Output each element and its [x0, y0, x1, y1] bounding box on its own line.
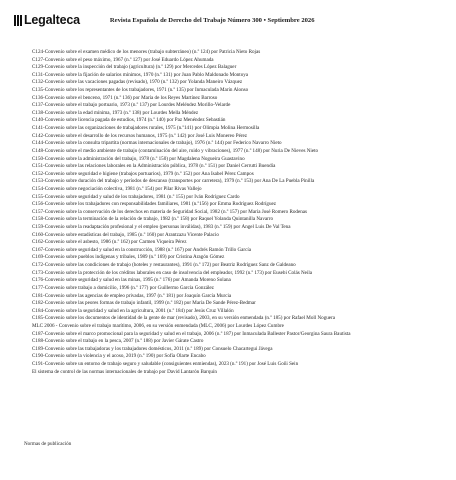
- toc-entry[interactable]: C162-Convenio sobre el asbesto, 1986 (n.º 162) por Carmen Viqueira Pérez: [32, 239, 187, 246]
- toc-entry[interactable]: C152-Convenio sobre seguridad e higiene (trabajos portuarios), 1979 (n.º 152) por Ana Isabel Pérez Campos: [32, 170, 254, 177]
- toc-entry[interactable]: C131-Convenio sobre la fijación de salarios mínimos, 1970 (n.º 131) por Juan Pablo Maldonado Montoya: [32, 71, 249, 78]
- toc-entry[interactable]: C142-Convenio sobre el desarrollo de los recursos humanos, 1975 (n.º 142) por José Luis Monereo Pérez: [32, 132, 248, 139]
- toc-entry[interactable]: C144-Convenio sobre la consulta tripartita (normas internacionales de trabajo), 1976 (n.º 144) por Federico Navarro Nieto: [32, 140, 282, 147]
- toc-entry[interactable]: C189-Convenio sobre las trabajadoras y los trabajadores domésticos, 2011 (n.º 189) por Consuelo Chacartegui Jávega: [32, 345, 273, 352]
- toc-entry[interactable]: C124-Convenio sobre el examen médico de los menores (trabajo subterráneo) (n.º 124) por Patricia Nieto Rojas: [32, 49, 261, 55]
- toc-entry[interactable]: C187-Convenio sobre el marco promocional para la seguridad y salud en el trabajo, 2006 (n.º 187) por Inmaculada Ballester Pastor/Georgina Saura Bautista: [32, 330, 351, 337]
- toc-entry[interactable]: C188-Convenio sobre el trabajo en la pesca, 2007 (n.º 188) por Javier Gárate Castro: [32, 338, 204, 345]
- toc-entry[interactable]: C159-Convenio sobre la readaptación profesional y el empleo (personas inválidas), 1983 (n.º 159) por Ángel Luis De Val Tena: [32, 224, 291, 231]
- toc-entry[interactable]: El sistema de control de las normas internacionales de trabajo por David Lantarón Barquín: [32, 368, 217, 375]
- toc-entry[interactable]: C184-Convenio sobre la seguridad y salud en la agricultura, 2001 (n.º 184) por Jesús Cruz Villalón: [32, 307, 234, 314]
- toc-entry[interactable]: C154-Convenio sobre negociación colectiva, 1981 (n.º 154) por Pilar Rivas Vallejo: [32, 185, 202, 192]
- toc-entry[interactable]: C157-Convenio sobre la conservación de los derechos en materia de Seguridad Social, 1982 (n.º 157) por María José Romero Rodenas: [32, 208, 308, 215]
- toc-entry[interactable]: C127-Convenio sobre el peso máximo, 1967 (n.º 127) por José Eduardo López Ahumada: [32, 56, 214, 63]
- page-header: [0, 9, 456, 31]
- toc-entry[interactable]: C140-Convenio sobre licencia pagada de estudios, 1974 (n.º 140) por Paz Menéndez Sebastián: [32, 117, 226, 124]
- toc-entry[interactable]: C182-Convenio sobre las peores formas de trabajo infantil, 1999 (n.º 182) por María De Sande Pérez-Bedmar: [32, 300, 256, 307]
- logo-bars-icon: [14, 15, 22, 26]
- toc-entry[interactable]: C137-Convenio sobre el trabajo portuario, 1973 (n.º 137) por Lourdes Meléndez Morillo-Velarde: [32, 102, 231, 109]
- toc-entry[interactable]: C177-Convenio sobre trabajo a domicilio, 1996 (n.º 177) por Guillermo García González: [32, 284, 214, 291]
- toc-entry[interactable]: C167-Convenio sobre seguridad y salud en la construcción, 1988 (n.º 167) por Andrés Ramón Trillo García: [32, 246, 252, 253]
- toc-entry[interactable]: C158-Convenio sobre la terminación de la relación de trabajo, 1982 (n.º 158) por Raquel Yolanda Quintanilla Navarro: [32, 216, 274, 223]
- toc-entry[interactable]: C190-Convenio sobre la violencia y el acoso, 2019 (n.º 190) por Sofía Olarte Encabo: [32, 353, 206, 360]
- toc-entry[interactable]: C181-Convenio sobre las agencias de empleo privadas, 1997 (n.º 181) por Joaquín García Murcia: [32, 292, 232, 299]
- toc-entry[interactable]: C138-Convenio sobre la edad mínima, 1973 (n.º 138) por Lourdes Mella Méndez: [32, 109, 199, 116]
- toc-entry[interactable]: C135-Convenio sobre los representantes de los trabajadores, 1971 (n.º 135) por Inmaculada Marín Alonso: [32, 87, 249, 94]
- toc-entry[interactable]: C169-Convenio sobre pueblos indígenas y tribales, 1989 (n.º 169) por Cristina Aragón Gómez: [32, 254, 225, 261]
- toc-entry[interactable]: C160-Convenio sobre estadísticas del trabajo, 1985 (n.º 160) por Arantzazu Vicente Palacio: [32, 231, 219, 238]
- table-of-contents: [32, 49, 452, 376]
- toc-entry[interactable]: C176-Convenio sobre seguridad y salud en las minas, 1995 (n.º 176) por Amanda Moreno Solana: [32, 277, 231, 284]
- toc-entry[interactable]: C155-Convenio sobre seguridad y salud de los trabajadores, 1981 (n.º 155) por Iván Rodríguez Cardo: [32, 193, 240, 200]
- toc-entry[interactable]: C132-Convenio sobre las vacaciones pagadas (revisado), 1970 (n.º 132) por Yolanda Maneiro Vázquez: [32, 79, 243, 86]
- toc-entry[interactable]: C136-Convenio sobre el benceno, 1971 (n.º 136) por María de los Reyes Martínez Barroso: [32, 94, 218, 101]
- toc-entry[interactable]: C148-Convenio sobre el medio ambiente de trabajo (contaminación del aire, ruido y vibraciones), 1977 (n.º 148) por Nuria De Nieves Nieto: [32, 147, 319, 154]
- publisher-logo: [14, 13, 80, 27]
- toc-entry[interactable]: C151-Convenio sobre las relaciones laborales en la Administración pública, 1978 (n.º 151) por Daniel Cerrutti Buendía: [32, 163, 276, 170]
- toc-entry[interactable]: C185-Convenio sobre los documentos de identidad de la gente de mar (revisado), 2003, en su versión enmendada (n.º 185) por Rafael Moll Noguera: [32, 315, 336, 322]
- toc-entry[interactable]: MLC 2006 - Convenio sobre el trabajo marítimo, 2006, en su versión enmendada (MLC, 2006) por Lourdes López Cumbre: [32, 322, 284, 329]
- toc-entry[interactable]: C191-Convenio sobre un entorno de trabajo seguro y saludable (consiguientes enmiendas), 2023 (n.º 191) por José Luis Goñi Sein: [32, 360, 299, 367]
- toc-entry[interactable]: C141-Convenio sobre las organizaciones de trabajadores rurales, 1975 (n.º141) por Olimpia Molina Hermosilla: [32, 125, 260, 132]
- toc-entry[interactable]: C153-Convenio sobre duración del trabajo y períodos de descanso (transportes por carretera), 1979 (n.º 153) por Ana De La Puebla Pinilla: [32, 178, 315, 185]
- toc-entry[interactable]: C173-Convenio sobre la protección de los créditos laborales en caso de insolvencia del empleador, 1992 (n.º 173) por Eusebi Colás Neila: [32, 269, 313, 276]
- toc-entry[interactable]: C150-Convenio sobre la administración del trabajo, 1978 (n.º 150) por Magdalena Nogueira Guastavino: [32, 155, 245, 162]
- toc-entry[interactable]: C129-Convenio sobre la inspección del trabajo (agricultura) (n.º 129) por Mercedes López Balaguer: [32, 64, 237, 71]
- journal-title: Revista Española de Derecho del Trabajo Número 300 • Septiembre 2026: [109, 16, 315, 24]
- toc-entry[interactable]: C172-Convenio sobre las condiciones de trabajo (hoteles y restaurantes), 1991 (n.º 172) por Beatriz Rodríguez Sanz de Galdeano: [32, 262, 296, 269]
- publication-rules-link[interactable]: Normas de publicación: [24, 441, 72, 447]
- logo-text: Legalteca: [24, 13, 80, 27]
- toc-entry[interactable]: C156-Convenio sobre los trabajadores con responsabilidades familiares, 1981 (n.º156) por Emma Rodríguez Rodríguez: [32, 201, 277, 208]
